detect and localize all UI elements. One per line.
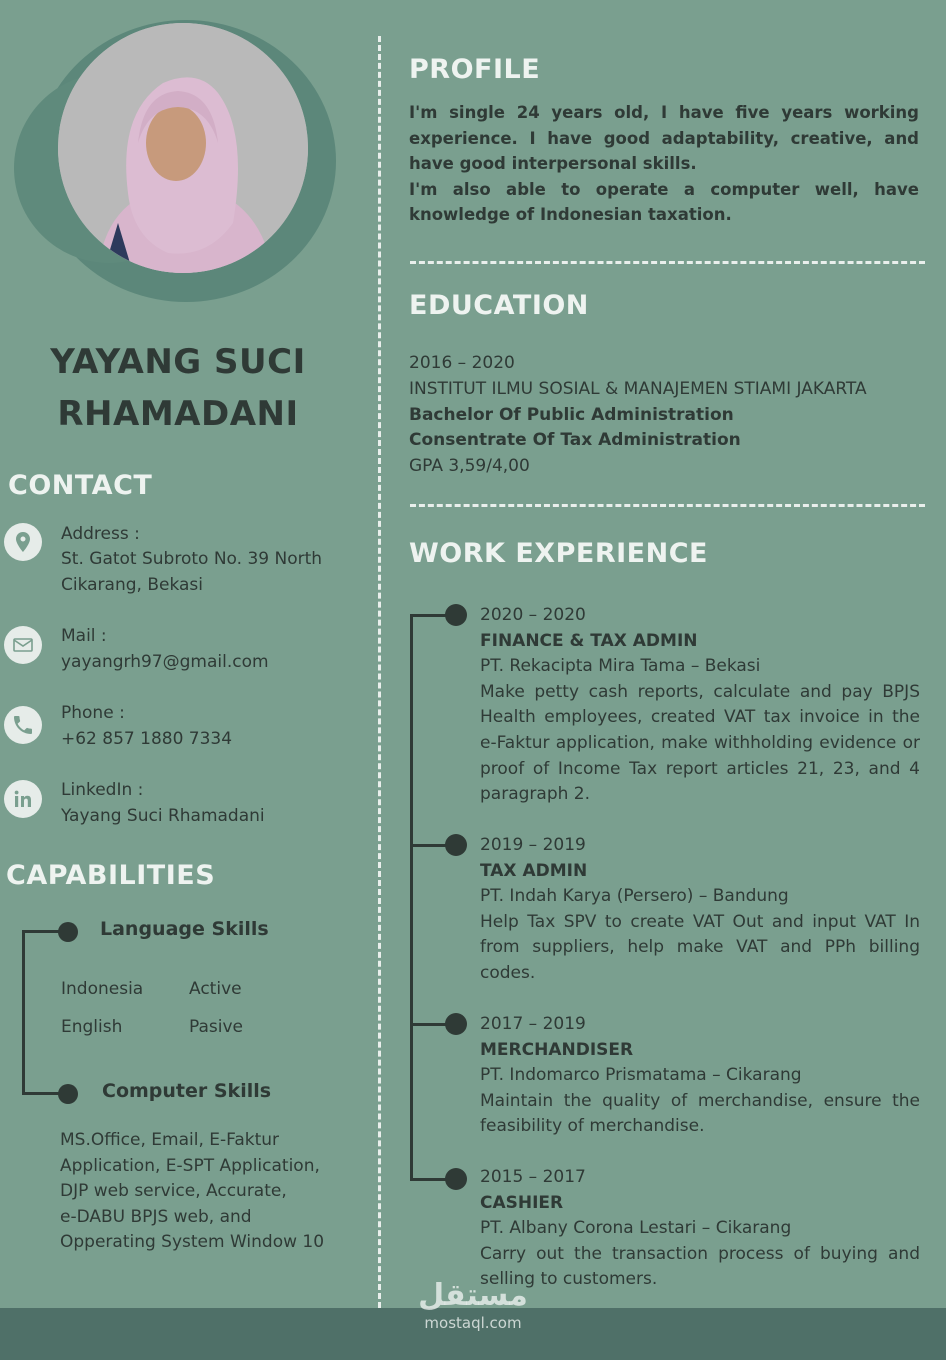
timeline-connector <box>410 1023 446 1026</box>
education-school: INSTITUT ILMU SOSIAL & MANAJEMEN STIAMI JAKARTA <box>409 378 867 399</box>
education-gpa: GPA 3,59/4,00 <box>409 456 530 477</box>
timeline-dot <box>445 1168 467 1190</box>
job-entry <box>480 1165 920 1293</box>
timeline-connector <box>22 930 62 933</box>
computer-skills-heading: Computer Skills <box>102 1080 272 1102</box>
job-company: PT. Albany Corona Lestari – Cikarang <box>480 1218 792 1239</box>
name-line-1: YAYANG SUCI <box>50 342 306 382</box>
phone-value[interactable]: +62 857 1880 7334 <box>61 729 233 749</box>
language-name: Indonesia <box>61 979 144 999</box>
computer-skills-list <box>60 1128 350 1256</box>
column-divider <box>378 36 381 1308</box>
profile-paragraph: I'm also able to operate a computer well, have knowledge of Indonesian taxation. <box>409 179 919 225</box>
computer-skill-line: Application, E-SPT Application, <box>60 1155 320 1176</box>
education-heading: EDUCATION <box>409 290 589 321</box>
timeline-connector <box>410 614 446 617</box>
language-name: English <box>61 1017 123 1037</box>
job-years: 2017 – 2019 <box>480 1014 586 1034</box>
mail-icon <box>4 626 42 664</box>
address-line-2: Cikarang, Bekasi <box>61 575 204 595</box>
profile-paragraph: I'm single 24 years old, I have five years working experience. I have good adaptability, creative, and have good interpersonal skills. <box>409 103 919 174</box>
section-divider <box>410 261 925 264</box>
timeline-connector <box>22 1092 62 1095</box>
language-level: Active <box>189 979 242 999</box>
linkedin-value[interactable]: Yayang Suci Rhamadani <box>61 806 265 826</box>
contact-heading: CONTACT <box>8 470 153 501</box>
watermark-logo: مستقل <box>418 1278 528 1313</box>
work-experience-heading: WORK EXPERIENCE <box>409 538 708 569</box>
job-entry <box>480 833 920 987</box>
location-pin-icon <box>4 523 42 561</box>
capabilities-timeline-line <box>22 930 25 1095</box>
computer-skill-line: e-DABU BPJS web, and <box>60 1206 252 1227</box>
job-role: FINANCE & TAX ADMIN <box>480 630 698 651</box>
section-divider <box>410 504 925 507</box>
phone-icon <box>4 706 42 744</box>
language-level: Pasive <box>189 1017 244 1037</box>
computer-skill-line: Opperating System Window 10 <box>60 1232 325 1253</box>
mail-value[interactable]: yayangrh97@gmail.com <box>61 652 269 672</box>
work-timeline-line <box>410 614 413 1180</box>
address-value <box>61 546 351 598</box>
linkedin-label: LinkedIn : <box>61 780 144 800</box>
timeline-dot <box>445 1013 467 1035</box>
timeline-connector <box>410 1178 446 1181</box>
computer-skill-line: MS.Office, Email, E-Faktur <box>60 1130 280 1150</box>
timeline-dot <box>58 1084 78 1104</box>
timeline-dot <box>445 834 467 856</box>
timeline-dot <box>445 604 467 626</box>
timeline-dot <box>58 922 78 942</box>
phone-label: Phone : <box>61 703 125 723</box>
language-skills-heading: Language Skills <box>100 918 269 940</box>
education-block <box>409 351 924 480</box>
job-years: 2015 – 2017 <box>480 1167 586 1187</box>
candidate-name <box>0 336 356 440</box>
address-line-1: St. Gatot Subroto No. 39 North <box>61 549 323 569</box>
job-role: CASHIER <box>480 1192 564 1213</box>
job-years: 2020 – 2020 <box>480 605 586 625</box>
education-years: 2016 – 2020 <box>409 353 515 373</box>
watermark-url: mostaql.com <box>424 1314 522 1332</box>
job-company: PT. Indomarco Prismatama – Cikarang <box>480 1065 802 1086</box>
job-description: Carry out the transaction process of buying and selling to customers. <box>480 1243 920 1290</box>
address-label: Address : <box>61 524 140 544</box>
job-company: PT. Rekacipta Mira Tama – Bekasi <box>480 656 761 677</box>
job-entry <box>480 603 920 808</box>
capabilities-heading: CAPABILITIES <box>6 860 216 891</box>
mail-label: Mail : <box>61 626 107 646</box>
linkedin-icon <box>4 780 42 818</box>
profile-photo-illustration <box>58 23 308 273</box>
job-description: Maintain the quality of merchandise, ensure the feasibility of merchandise. <box>480 1090 920 1137</box>
job-role: MERCHANDISER <box>480 1039 634 1060</box>
job-description: Help Tax SPV to create VAT Out and input VAT In from suppliers, help make VAT and PPh billing codes. <box>480 911 920 983</box>
job-description: Make petty cash reports, calculate and pay BPJS Health employees, created VAT tax invoice in the e-Faktur application, make withholding evidence or proof of Income Tax report articles 21, 23, and 4 paragraph 2. <box>480 681 920 805</box>
job-years: 2019 – 2019 <box>480 835 586 855</box>
profile-heading: PROFILE <box>409 54 541 85</box>
job-role: TAX ADMIN <box>480 860 588 881</box>
profile-photo <box>58 23 308 273</box>
computer-skill-line: DJP web service, Accurate, <box>60 1181 287 1202</box>
name-line-2: RHAMADANI <box>57 394 299 434</box>
timeline-connector <box>410 844 446 847</box>
job-company: PT. Indah Karya (Persero) – Bandung <box>480 886 789 907</box>
profile-text <box>409 100 919 228</box>
education-degree: Bachelor Of Public Administration <box>409 404 734 425</box>
education-concentration: Consentrate Of Tax Administration <box>409 430 741 451</box>
job-entry <box>480 1012 920 1140</box>
